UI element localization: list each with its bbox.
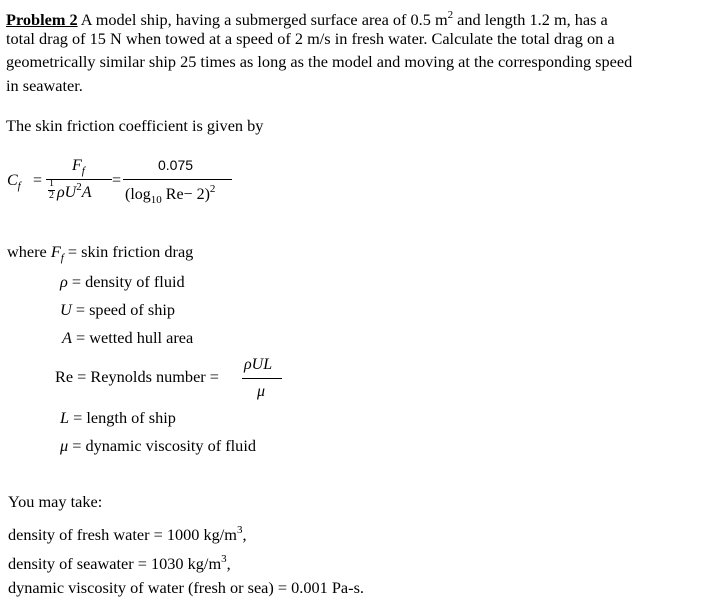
problem-heading: Problem 2 [6, 10, 78, 29]
formula-num-2: 0.075 [158, 157, 194, 173]
def-reynolds-number: Re = Reynolds number = [55, 367, 219, 386]
given-intro: You may take: [8, 492, 103, 511]
fraction-bar-2 [123, 179, 232, 180]
def-wetted-area: A = wetted hull area [62, 328, 194, 347]
problem-line-1 [6, 5, 608, 30]
def-length: L = length of ship [60, 408, 176, 427]
given-viscosity: dynamic viscosity of water (fresh or sea) = 0.001 Pa-s. [8, 578, 364, 597]
formula-equals-1: = [33, 172, 43, 189]
formula-lhs: $C_f$ [7, 172, 21, 192]
def-density: ρ = density of fluid [60, 272, 185, 291]
def-speed: U = speed of ship [60, 300, 176, 319]
reynolds-denominator: μ [257, 383, 266, 400]
formula-num-ff: $F_f$ [72, 157, 85, 177]
area-exponent: 2 [447, 9, 454, 21]
reynolds-numerator: ρUL [244, 356, 273, 373]
fraction-bar-1 [46, 179, 112, 180]
given-sea-density: density of seawater = 1030 $kg/m^3$, [8, 553, 231, 573]
def-skin-friction-drag: where $F_f$ = skin friction drag [7, 242, 194, 264]
problem-line-2: total drag of 15 N when towed at a speed of 2 m/s in fresh water. Calculate the total drag on a [6, 29, 615, 48]
problem-text-1a: A model ship, having a submerged surface area of 0.5 m [77, 10, 448, 29]
problem-text-1b: and length 1.2 m, has a [453, 10, 608, 29]
formula-equals-2: = [112, 172, 122, 189]
problem-line-3: geometrically similar ship 25 times as long as the model and moving at the corresponding speed [6, 52, 633, 71]
reynolds-fraction-bar [242, 378, 282, 379]
problem-line-4: in seawater. [6, 76, 83, 95]
def-viscosity: μ = dynamic viscosity of fluid [60, 436, 256, 455]
formula-den-1: $\frac{1}{2}$ $\rho U^2A$ [49, 178, 92, 201]
given-fresh-density: density of fresh water = 1000 $kg/m^3$, [8, 524, 247, 544]
half-fraction: $\frac{1}{2}$ [49, 178, 54, 201]
formula-intro: The skin friction coefficient is given by [6, 116, 264, 135]
formula-den-2: ($\log_{10}$ Re− 2)$^2$ [125, 183, 216, 206]
